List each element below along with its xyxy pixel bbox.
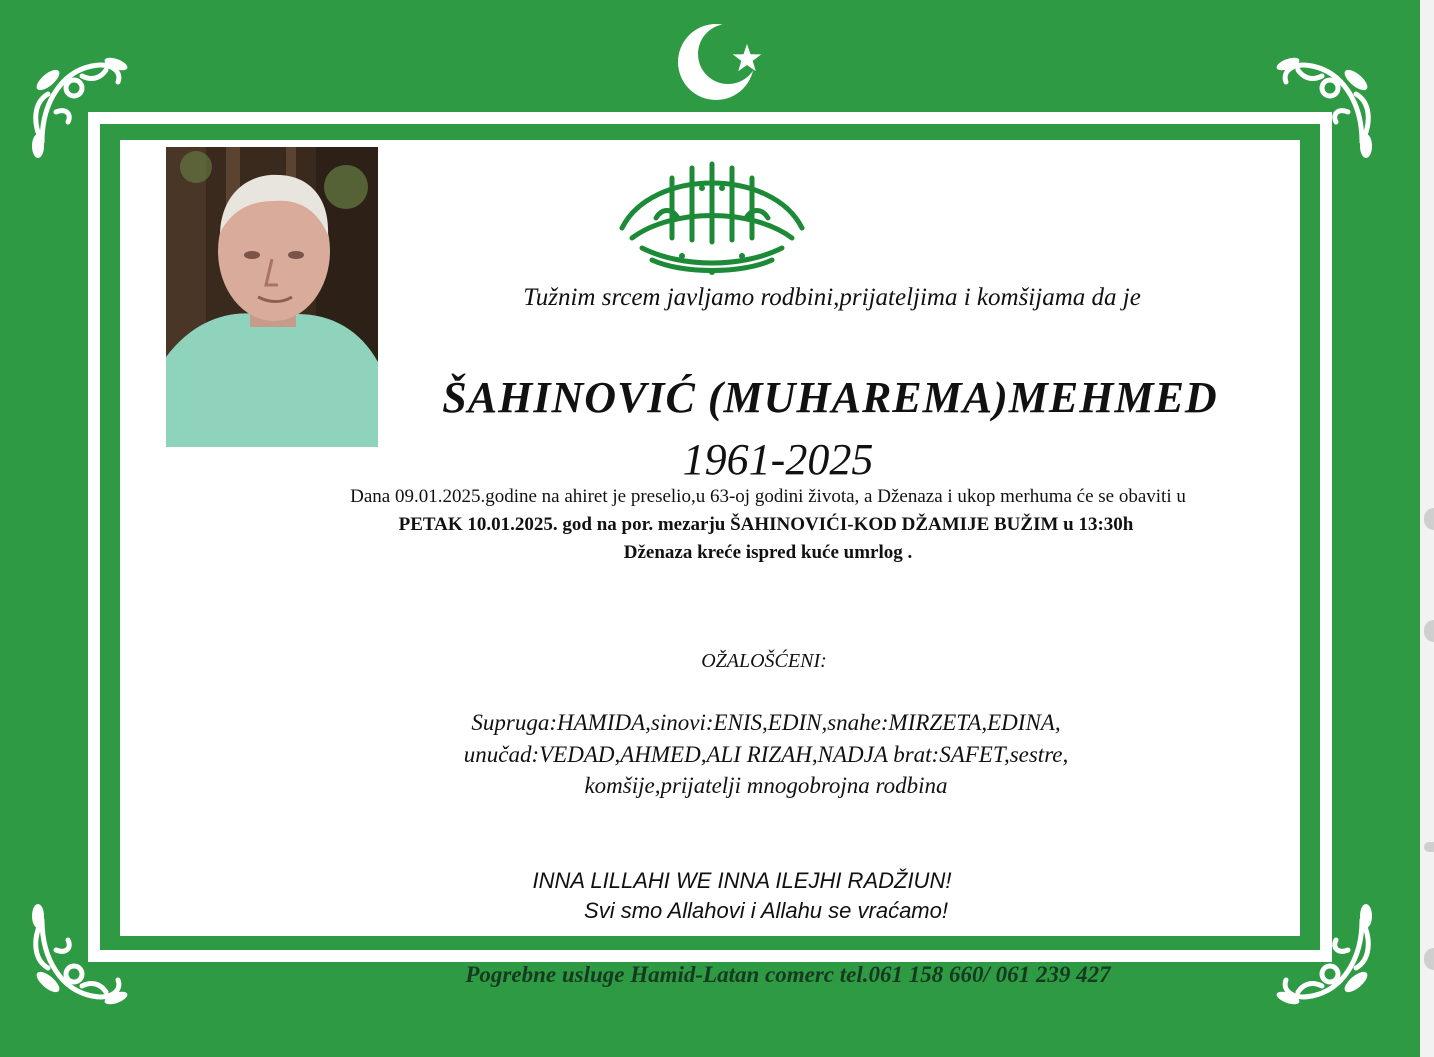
mourners-line: komšije,prijatelji mnogobrojna rodbina <box>584 773 948 798</box>
deceased-name: ŠAHINOVIĆ (MUHAREMA)MEHMED <box>442 373 1218 422</box>
closing-translation: Svi smo Allahovi i Allahu se vraćamo! <box>584 898 948 923</box>
crescent-star-icon <box>674 14 774 104</box>
mourners-heading: OŽALOŠĆENI: <box>701 650 827 672</box>
edge-mark <box>1424 842 1434 852</box>
life-years: 1961-2025 <box>682 435 874 484</box>
funeral-service-footer: Pogrebne usluge Hamid-Latan comerc tel.061 158 660/ 061 239 427 <box>465 962 1111 987</box>
portrait-photo <box>166 147 378 447</box>
mourners-line: unučad:VEDAD,AHMED,ALI RIZAH,NADJA brat:SAFET,sestre, <box>463 742 1069 767</box>
mourners-line: Supruga:HAMIDA,sinovi:ENIS,EDIN,snahe:MIRZETA,EDINA, <box>471 710 1061 735</box>
closing-phrase: INNA LILLAHI WE INNA ILEJHI RADŽIUN! <box>532 868 952 893</box>
funeral-details-line: Dženaza kreće ispred kuće umrlog . <box>623 542 913 563</box>
floral-ornament-icon <box>22 42 142 162</box>
floral-ornament-icon <box>1262 900 1382 1020</box>
intro-text: Tužnim srcem javljamo rodbini,prijateljima i komšijama da je <box>523 284 1141 311</box>
floral-ornament-icon <box>1262 42 1382 162</box>
floral-ornament-icon <box>22 900 142 1020</box>
funeral-details-line: Dana 09.01.2025.godine na ahiret je preselio,u 63-oj godini života, a Dženaza i ukop merhuma će se obaviti u <box>350 486 1186 507</box>
funeral-details-line: PETAK 10.01.2025. god na por. mezarju ŠAHINOVIĆI-KOD DŽAMIJE BUŽIM u 13:30h <box>398 514 1134 535</box>
arabic-calligraphy-icon <box>612 148 812 278</box>
